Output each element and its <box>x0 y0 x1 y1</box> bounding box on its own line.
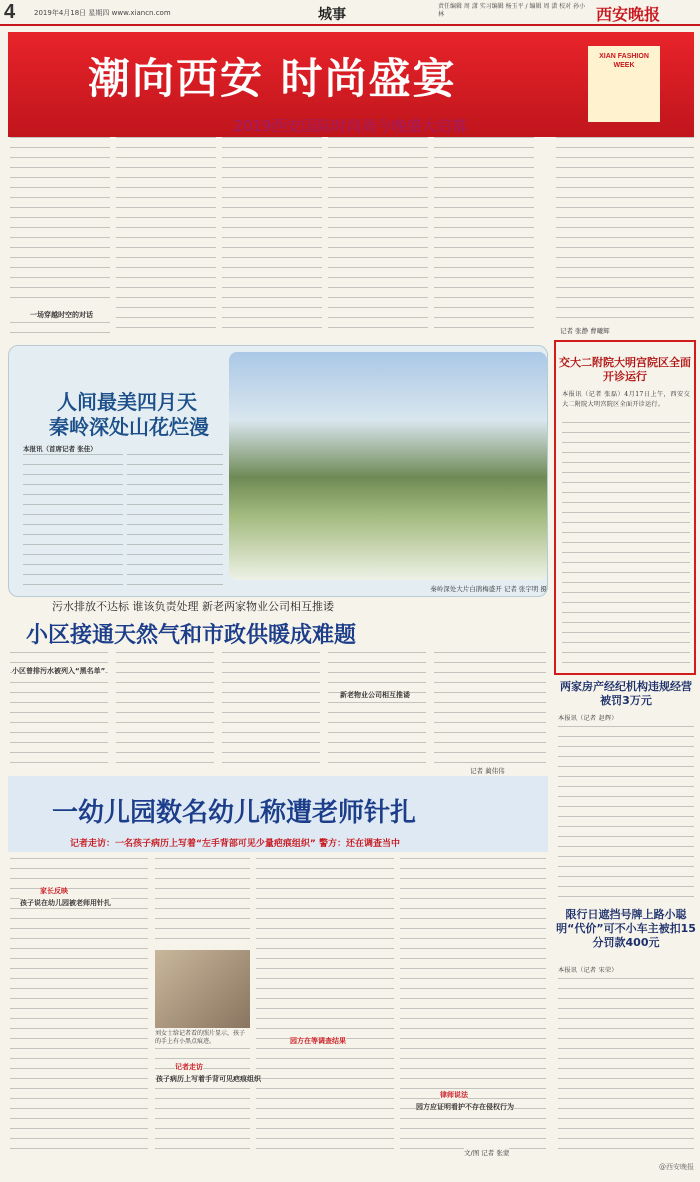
heating-author: 记者 蔺伟伟 <box>470 767 505 775</box>
flower-title-1: 人间最美四月天 <box>57 390 197 414</box>
kg-subhead-5: 园方在等调查结果 <box>290 1037 346 1045</box>
heating-subhead-1: 小区曾排污水被列入“黑名单” <box>12 667 106 675</box>
flower-photo <box>229 352 547 580</box>
hospital-title: 交大二附院大明宫院区全面开诊运行 <box>559 356 691 383</box>
heating-col-5 <box>434 652 546 764</box>
kg-col-3 <box>256 858 394 1158</box>
hospital-body <box>562 422 690 667</box>
fashion-subtitle: 2019西安国际时尚周今晚盛大启幕 <box>233 117 467 135</box>
dateline: 2019年4月18日 星期四 www.xiancn.com <box>34 9 171 17</box>
realestate-lead: 本报讯（记者 赵辉） <box>558 715 618 722</box>
kg-subhead-1: 家长反映 <box>40 887 68 895</box>
fashion-col-6 <box>556 137 694 322</box>
flower-col-2 <box>127 454 223 592</box>
heating-col-3 <box>222 652 320 764</box>
kg-photo-caption: 刘女士给记者看的照片显示，孩子的手上有小黑点痕迹。 <box>155 1030 246 1045</box>
heating-col-4 <box>328 652 426 764</box>
section-title: 城事 <box>318 7 346 23</box>
kg-subhead-4: 孩子病历上写着手背可见疤痕组织 <box>156 1075 261 1083</box>
plate-lead: 本报讯（记者 宋荣） <box>558 967 618 974</box>
kg-subhead-7: 园方应证明看护不存在侵权行为 <box>416 1103 514 1111</box>
flower-col-1 <box>23 454 123 592</box>
fashion-col-1b <box>10 322 110 340</box>
hospital-story-box <box>554 340 696 675</box>
heating-col-2 <box>116 652 214 764</box>
fashion-author: 记者 张静 曹曦辉 <box>560 327 610 335</box>
flower-title-2: 秦岭深处山花烂漫 <box>49 415 209 439</box>
page-header <box>0 0 700 26</box>
brand-logo: 西安晚报 <box>596 5 661 24</box>
watermark: @西安晚报 <box>659 1163 694 1171</box>
kg-subhead-6: 律师说法 <box>440 1091 468 1099</box>
page-number: 4 <box>4 1 16 23</box>
fashion-col-5 <box>434 137 534 337</box>
plate-title: 限行日遮挡号牌上路小聪明“代价”可不小车主被扣15分罚款400元 <box>556 908 696 949</box>
realestate-body <box>558 726 694 901</box>
heating-kicker: 污水排放不达标 谁该负责处理 新老两家物业公司相互推诿 <box>52 600 334 613</box>
banner-title: 潮向西安 时尚盛宴 <box>88 54 457 103</box>
kindergarten-banner <box>8 776 548 852</box>
heating-subhead-2: 新老物业公司相互推诿 <box>340 691 410 699</box>
kg-col-2a <box>155 858 250 946</box>
kindergarten-title: 一幼儿园数名幼儿称遭老师针扎 <box>52 798 417 828</box>
fashion-subhead: 一场穿越时空的对话 <box>30 311 93 319</box>
fashion-col-3 <box>222 137 322 337</box>
heating-title: 小区接通天然气和市政供暖成难题 <box>26 623 357 648</box>
kg-subhead-3: 记者走访 <box>175 1063 203 1071</box>
kg-author: 文/图 记者 张蒙 <box>464 1149 510 1157</box>
kg-col-4 <box>400 858 546 1158</box>
kindergarten-deck: 记者走访：一名孩子病历上写着“左手背部可见少量疤痕组织” 警方：还在调查当中 <box>70 839 400 849</box>
kg-photo <box>155 950 250 1028</box>
flower-caption: 秦岭深处大片白鹃梅盛开 记者 张宇明 摄 <box>430 585 547 593</box>
editors-line: 责任编辑 周 潇 实习编辑 杨玉平 / 编辑 周 潇 校对 孙小林 <box>438 3 586 18</box>
hospital-lead: 本报讯（记者 张磊）4月17日上午，西安交大二附院大明宫院区全面开诊运行。 <box>562 391 690 408</box>
flower-feature <box>8 345 548 597</box>
plate-body <box>558 978 694 1158</box>
fashion-col-2 <box>116 137 216 337</box>
flower-lead: 本报讯（首席记者 张佳） <box>23 445 97 453</box>
kg-subhead-2: 孩子说在幼儿园被老师用针扎 <box>20 899 111 907</box>
fashion-week-badge: XIAN FASHION WEEK <box>588 46 660 122</box>
fashion-col-1 <box>10 137 110 307</box>
realestate-title: 两家房产经纪机构违规经营被罚3万元 <box>560 680 692 707</box>
fashion-col-4 <box>328 137 428 337</box>
